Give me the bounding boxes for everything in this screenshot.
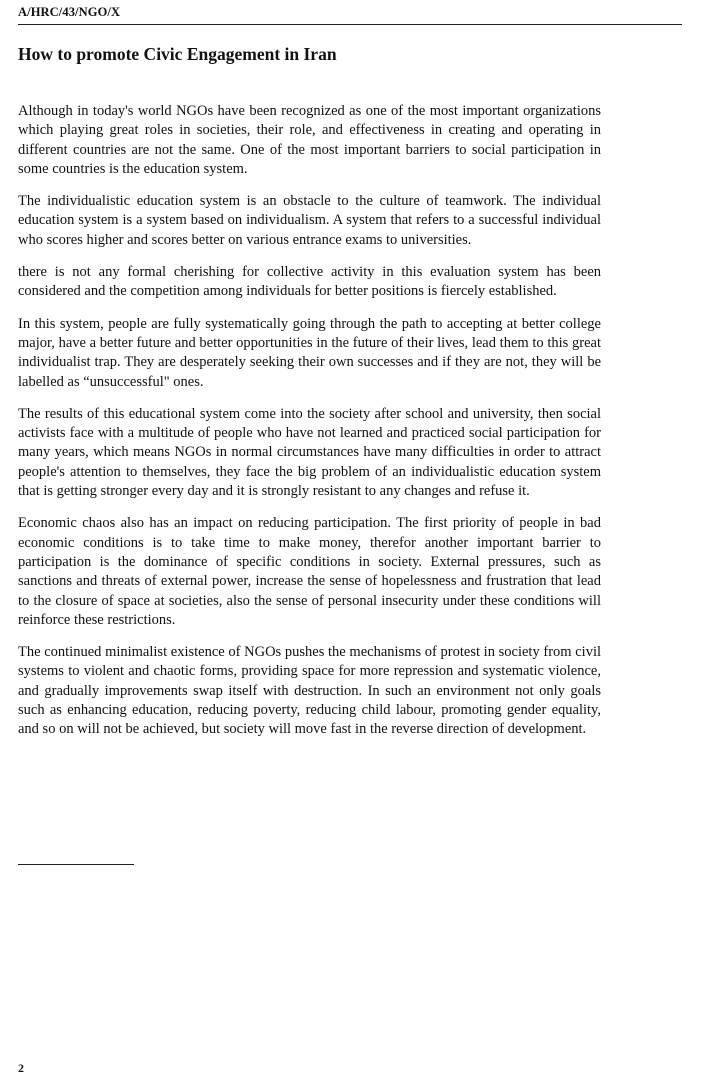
paragraph: Although in today's world NGOs have been recognized as one of the most important organizations which playing great roles in societies, their role, and effectiveness in creating and operating in different countries are not the same. One of the most important barriers to social participation in some countries is the education system.	[18, 103, 601, 177]
paragraph: The results of this educational system come into the society after school and university, then social activists face with a multitude of people who have not learned and practiced social participation for many years, which means NGOs in normal circumstances have many difficulties in order to attract people's attention to themselves, they face the big problem of an individualistic education system that is getting stronger every day and it is strongly resistant to any changes and refuse it.	[18, 405, 601, 500]
paragraph: there is not any formal cherishing for collective activity in this evaluation system has been considered and the competition among individuals for better positions is fiercely established.	[18, 264, 601, 300]
document-title: How to promote Civic Engagement in Iran	[18, 44, 337, 64]
footnote-separator	[18, 864, 134, 865]
header-divider	[18, 24, 682, 25]
paragraph: The continued minimalist existence of NGOs pushes the mechanisms of protest in society from civil systems to violent and chaotic forms, providing space for more repression and systematic violence, and gradually improvements swap itself with destruction. In such an environment not only goals such as enhancing education, reducing poverty, reducing child labour, promoting gender equality, and so on will not be achieved, but society will move fast in the reverse direction of development.	[18, 644, 601, 738]
paragraph: In this system, people are fully systematically going through the path to accepting at better college major, have a better future and better opportunities in the future of their lives, lead them to this great individualist trap. They are desperately seeking their own successes and if they are not, they will be labelled as “unsuccessful" ones.	[18, 315, 601, 390]
page-number: 2	[18, 1061, 24, 1075]
document-body	[18, 102, 601, 753]
paragraph: The individualistic education system is an obstacle to the culture of teamwork. The individual education system is a system based on individualism. A system that refers to a successful individual who scores higher and scores better on various entrance exams to universities.	[18, 193, 601, 248]
document-symbol: A/HRC/43/NGO/X	[18, 5, 121, 19]
paragraph: Economic chaos also has an impact on reducing participation. The first priority of people in bad economic conditions is to take time to make money, therefor another important barrier to participation is the dominance of specific conditions in society. External pressures, such as sanctions and threats of external power, increase the sense of hopelessness and frustration that lead to the closure of space at societies, also the sense of personal insecurity under these conditions will reinforce these restrictions.	[18, 515, 601, 628]
